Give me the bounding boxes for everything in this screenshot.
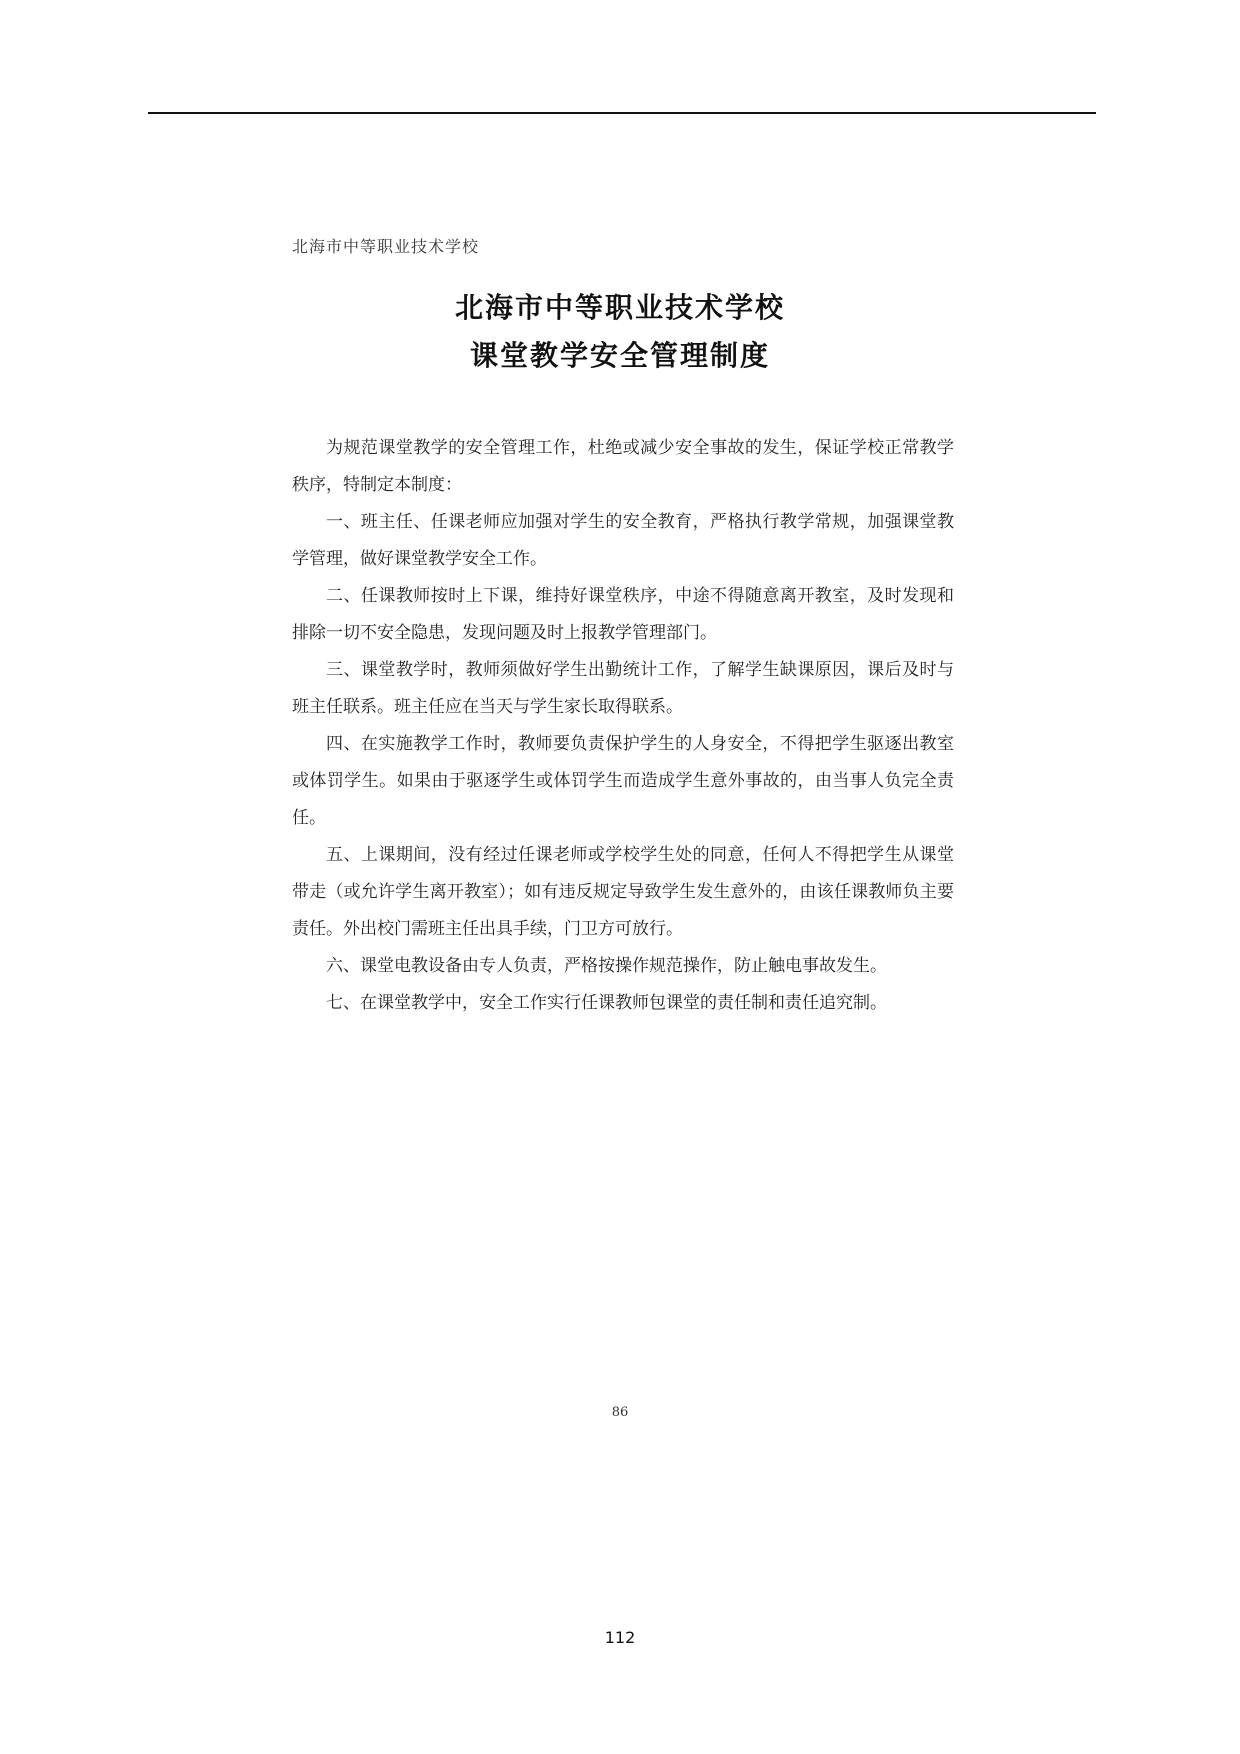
paragraph-intro: 为规范课堂教学的安全管理工作，杜绝或减少安全事故的发生，保证学校正常教学秩序，特制定本制度： bbox=[292, 438, 954, 495]
paragraph-4: 四、在实施教学工作时，教师要负责保护学生的人身安全，不得把学生驱逐出教室或体罚学生。如果由于驱逐学生或体罚学生而造成学生意外事故的，由当事人负完全责任。 bbox=[292, 734, 954, 828]
paragraph-7: 七、在课堂教学中，安全工作实行任课教师包课堂的责任制和责任追究制。 bbox=[326, 993, 887, 1013]
paragraph-1: 一、班主任、任课老师应加强对学生的安全教育，严格执行教学常规，加强课堂教学管理，做好课堂教学安全工作。 bbox=[292, 512, 954, 569]
running-header: 北海市中等职业技术学校 bbox=[292, 237, 480, 256]
title-line-1: 北海市中等职业技术学校 bbox=[454, 291, 785, 324]
document-body bbox=[292, 430, 954, 1022]
paragraph-6: 六、课堂电教设备由专人负责，严格按操作规范操作，防止触电事故发生。 bbox=[326, 956, 887, 976]
paragraph-3: 三、课堂教学时，教师须做好学生出勤统计工作，了解学生缺课原因，课后及时与班主任联系。班主任应在当天与学生家长取得联系。 bbox=[292, 660, 954, 717]
inner-page-number: 86 bbox=[611, 1405, 629, 1420]
paragraph-2: 二、任课教师按时上下课，维持好课堂秩序，中途不得随意离开教室，及时发现和排除一切不安全隐患，发现问题及时上报教学管理部门。 bbox=[292, 586, 954, 643]
paragraph-5: 五、上课期间，没有经过任课老师或学校学生处的同意，任何人不得把学生从课堂带走（或允许学生离开教室）；如有违反规定导致学生发生意外的，由该任课教师负主要责任。外出校门需班主任出具手续，门卫方可放行。 bbox=[292, 845, 954, 939]
top-rule bbox=[148, 112, 1096, 114]
outer-page-number: 112 bbox=[604, 1628, 636, 1647]
title-line-2: 课堂教学安全管理制度 bbox=[469, 339, 770, 372]
